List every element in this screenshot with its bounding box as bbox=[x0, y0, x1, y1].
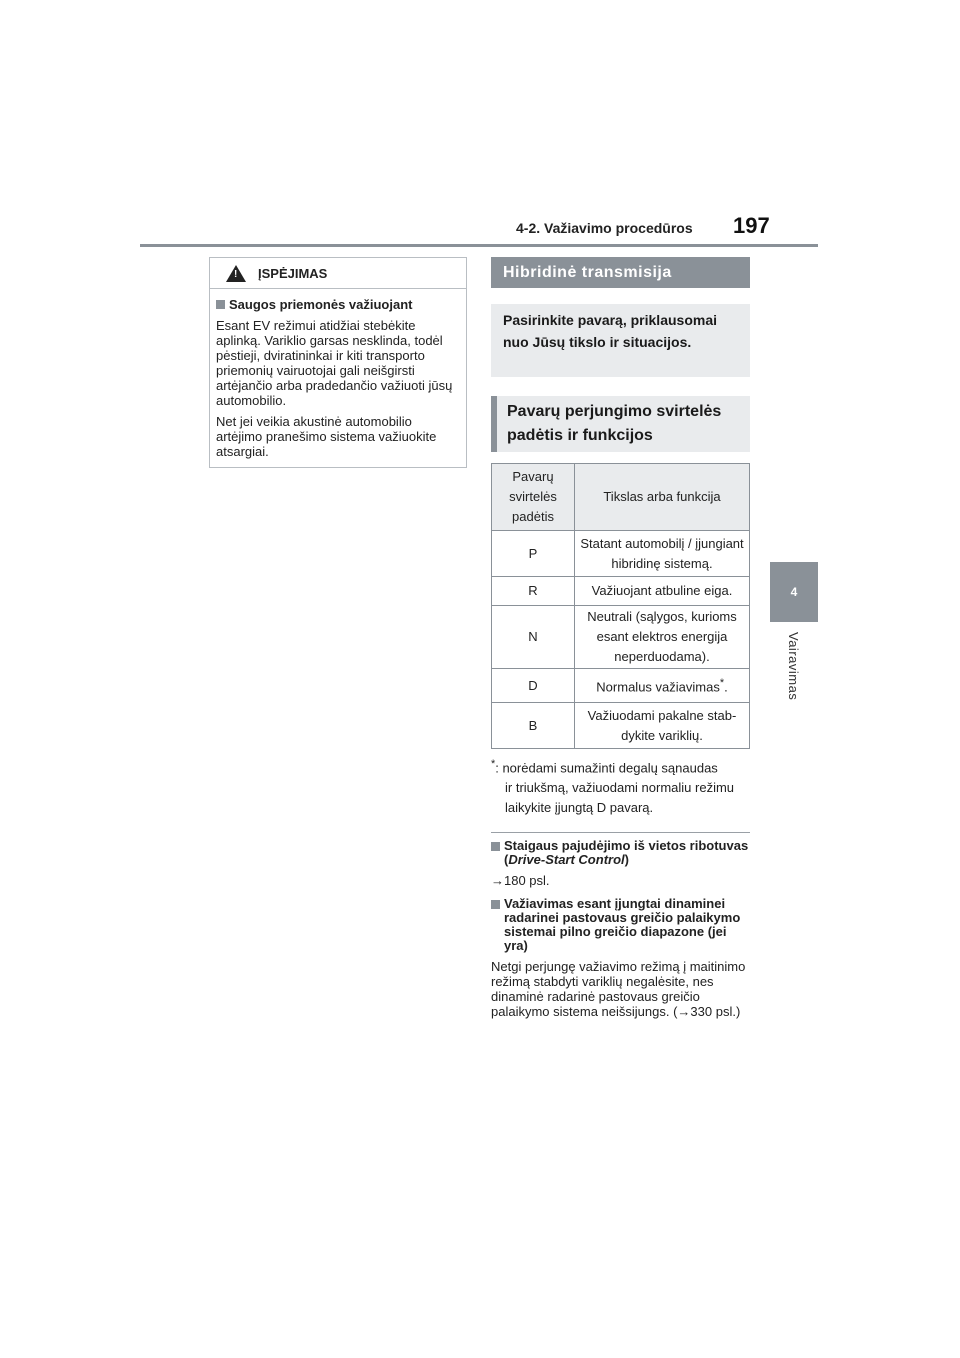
gear-table bbox=[491, 463, 750, 749]
radar-block bbox=[491, 897, 753, 1019]
warning-paragraph-1: Esant EV režimui atidžiai stebėkite aplinką. Variklio garsas nesklinda, todėl pėstieji, dviratininkai ir kiti transporto priemonių vairuotojai gali neišgirsti artėjančio arba pradedančio važiuoti jūsų automobilio. bbox=[216, 318, 453, 408]
radar-body-text: Netgi perjungę važiavimo režimą į maitinimo režimą stabdyti variklių negalėsite, nes dinaminė radarinė pastovaus greičio palaikymo sistema neišsijungs. ( bbox=[491, 959, 746, 1019]
warning-subheading-text: Saugos priemonės važiuojant bbox=[229, 297, 413, 312]
table-header-position: Pavarų svirtelės padėtis bbox=[492, 464, 575, 531]
radar-heading-text: Važiavimas esant įjungtai dinaminei radarinei pastovaus greičio palaikymo sistemai pilno greičio diapazone (jei yra) bbox=[504, 896, 741, 953]
radar-heading bbox=[491, 897, 753, 953]
table-row bbox=[492, 669, 750, 703]
hybrid-transmission-heading: Hibridinė transmisija bbox=[491, 257, 750, 288]
warning-subheading bbox=[216, 297, 460, 312]
table-row bbox=[492, 577, 750, 606]
drive-start-heading-italic: Drive-Start Control bbox=[508, 852, 625, 867]
footnote bbox=[491, 754, 753, 818]
table-row bbox=[492, 606, 750, 669]
page-reference[interactable]: 330 psl.) bbox=[690, 1004, 741, 1019]
chapter-label: Vairavimas bbox=[786, 632, 801, 701]
warning-title: ĮSPĖJIMAS bbox=[258, 265, 328, 281]
warning-header bbox=[210, 258, 466, 289]
footnote-lead: : norėdami sumažinti degalų sąnaudas bbox=[495, 760, 718, 776]
warning-box bbox=[209, 257, 467, 468]
gear-position: R bbox=[492, 577, 575, 606]
gear-function: Važiuojant atbuline eiga. bbox=[575, 577, 750, 606]
table-row bbox=[492, 531, 750, 577]
radar-paragraph bbox=[491, 959, 753, 1019]
square-bullet-icon bbox=[491, 842, 500, 851]
section-divider bbox=[491, 832, 750, 833]
footnote-rest: ir triukšmą, važiuodami normaliu režimu laikykite įjungtą D pavarą. bbox=[505, 780, 735, 816]
drive-start-heading bbox=[491, 839, 753, 867]
footnote-marker: * bbox=[491, 758, 496, 770]
page-number: 197 bbox=[733, 213, 770, 238]
square-bullet-icon bbox=[491, 900, 500, 909]
gear-function-suffix: . bbox=[724, 679, 728, 695]
table-header-row bbox=[492, 464, 750, 531]
gear-function: Neutrali (sąlygos, kurioms esant elektros energija neperduodama). bbox=[575, 606, 750, 669]
drive-start-heading-suffix: ) bbox=[624, 852, 629, 867]
intro-box: Pasirinkite pavarą, priklausomai nuo Jūsų tikslo ir situacijos. bbox=[491, 304, 750, 377]
drive-start-block bbox=[491, 839, 753, 888]
arrow-icon: → bbox=[491, 873, 504, 888]
warning-paragraph-2: Net jei veikia akustinė automobilio artėjimo pranešimo sistema važiuokite atsargiai. bbox=[216, 414, 437, 459]
gear-function-text: Normalus važiavimas bbox=[596, 679, 720, 695]
gear-position: N bbox=[492, 606, 575, 669]
drive-start-heading-text: Staigaus pajudėjimo iš vietos ribotuvas ( bbox=[504, 838, 749, 867]
gear-function bbox=[575, 669, 750, 703]
warning-triangle-icon: ! bbox=[226, 265, 246, 282]
header-rule bbox=[140, 244, 818, 247]
section-title: 4-2. Važiavimo procedūros bbox=[516, 220, 693, 236]
gear-position: P bbox=[492, 531, 575, 577]
page-reference[interactable]: 180 psl. bbox=[504, 873, 550, 888]
gear-function: Statant automobilį / įjungiant hibridinę sistemą. bbox=[575, 531, 750, 577]
footnote-marker: * bbox=[719, 677, 725, 690]
chapter-tab: 4 bbox=[770, 562, 818, 622]
table-header-function: Tikslas arba funkcija bbox=[575, 464, 750, 531]
square-bullet-icon bbox=[216, 300, 225, 309]
gear-position: D bbox=[492, 669, 575, 703]
gear-position: B bbox=[492, 703, 575, 749]
arrow-icon: → bbox=[677, 1004, 691, 1019]
gear-section-heading: Pavarų perjungimo svirtelės padėtis ir funkcijos bbox=[491, 396, 750, 452]
table-row bbox=[492, 703, 750, 749]
gear-function: Važiuodami pakalne stabdykite variklių. bbox=[575, 703, 750, 749]
